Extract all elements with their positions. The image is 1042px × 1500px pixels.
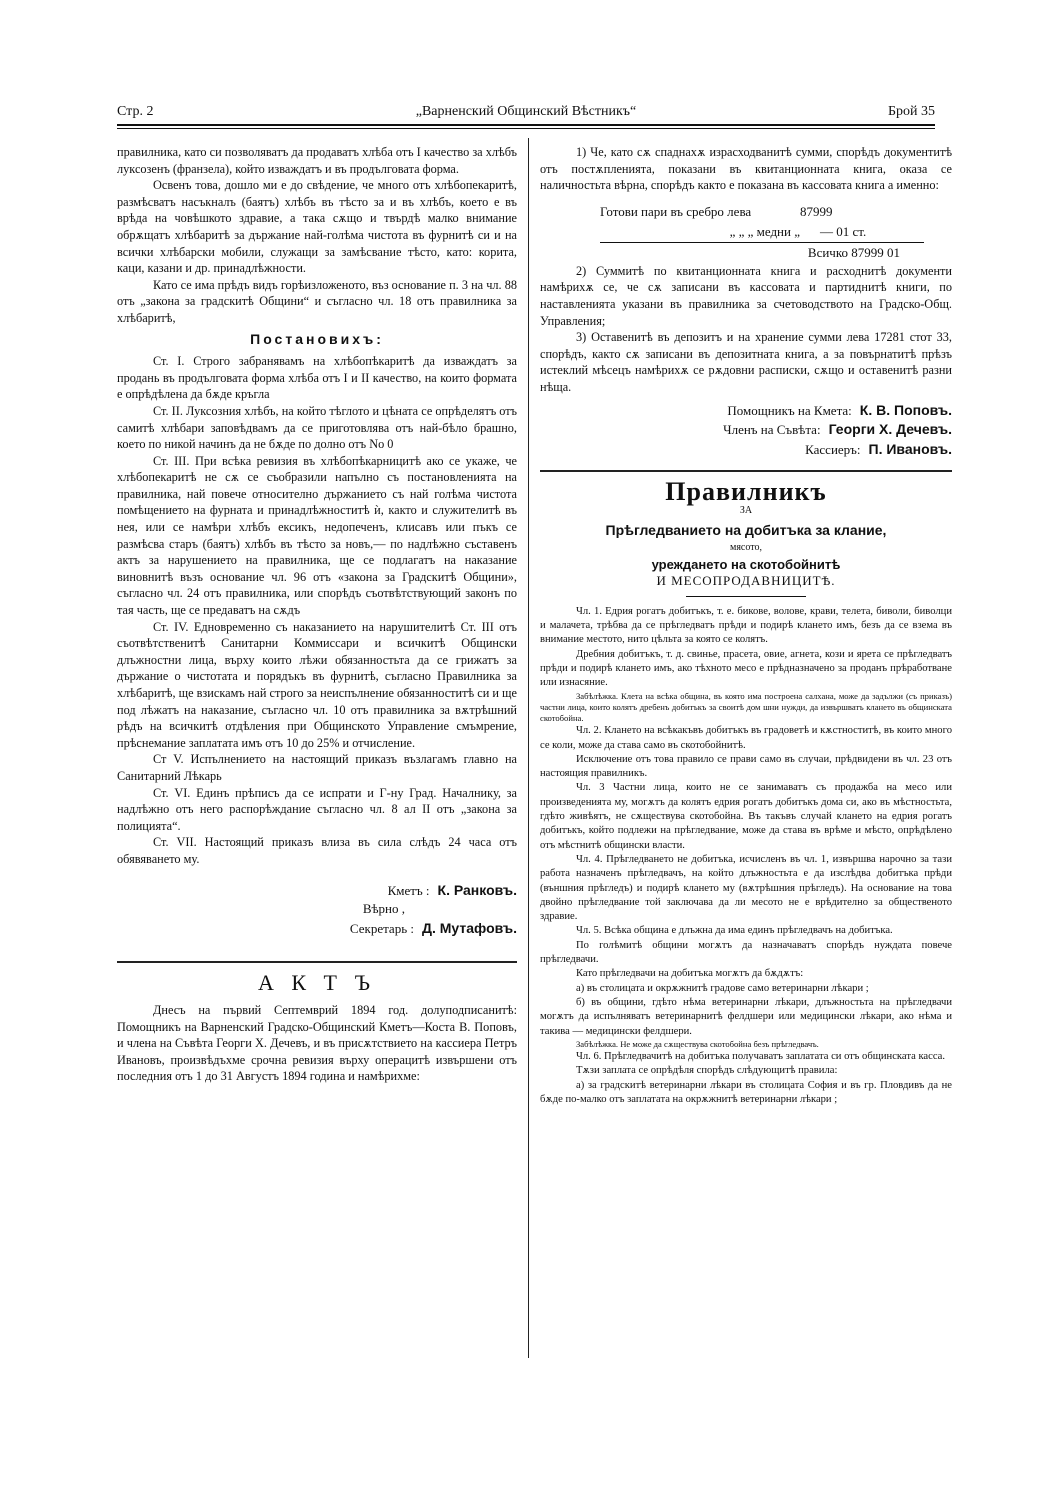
signature-label: Членъ на Съвѣта: (723, 422, 821, 438)
cash-row-silver (600, 202, 952, 222)
signature-name: К. Ранковъ. (437, 881, 517, 898)
article-5: Ст V. Испълнението на настоящий приказъ възлагамъ главно на Санитарний Лѣкарь (117, 752, 517, 783)
signature-label: Помощникъ на Кмета: (727, 402, 852, 418)
article-2: Ст. II. Луксозния хлѣбъ, на който тѣглото и цѣната се опрѣделятъ отъ самитѣ хлѣбари заповѣдвамъ да се приготовлява отъ най-бѣло брашно, което по никой начинъ да не бѫде по долно отъ No 0 (117, 403, 517, 452)
paragraph: По голѣмитѣ общини могѫтъ да назначаватъ спорѣдъ нуждата повече прѣгледвачи. (540, 939, 952, 966)
decree-heading: Постановихъ: (250, 330, 384, 347)
paragraph: правилника, като си позволяватъ да продаватъ хлѣба отъ I качество за хлѣбъ луксозенъ (франзела), който изваждатъ и въ продълговата форма. (117, 145, 517, 176)
regulation-meat: мясото, (730, 542, 762, 554)
signature-block (117, 882, 517, 938)
verified-line (117, 901, 517, 918)
regulation-subtitle-3: И МЕСОПРОДАВНИЦИТѢ. (656, 573, 836, 589)
cash-label: Готови пари въ сребро лева (600, 203, 752, 219)
list-item: а) въ столицата и окрѫжнитѣ градове само ветеринарни лѣкари ; (576, 982, 869, 994)
mayor-signature (117, 882, 517, 900)
cashier-signature (540, 441, 952, 459)
article-4: Чл. 4. Прѣгледването не добитъка, исчисленъ въ чл. 1, извършва нарочно за тази работа назначенъ прѣгледвачъ, на който длъжностьта е да изслѣдва добитъка прѣди (външния прѣгледъ) и подирѣ клането му (вѫтрѣшния прѣгледъ). На основание на това двойно прѣгледвание той заключава да ли месото не е врѣдително за общественото здравие. (540, 853, 952, 923)
cash-row-copper (600, 222, 952, 242)
article-4: Ст. IV. Едновременно съ наказанието на нарушителитѣ Ст. III отъ съотвѣтственитѣ Санитарни Коммиссари и всичкитѣ Общински длъжностни лица, върху които лѣжи обязанностьта да се грижатъ за държание о чистотата и порядъкъ въ фурнитѣ, съгласно Правилника за хлѣбаритѣ, ще взискамъ най строго за неиспълнение обязанноститѣ си и ще под лѣжатъ на наказание, съгласно чл. 10 отъ правилника за вѫтрѣшний рѣдъ на всичкитѣ отдѣления при Общинското Управление смъмрение, прѣснемание заплатата имъ отъ 10 до 25% и отчисление. (117, 619, 517, 750)
right-column (540, 144, 952, 1107)
paragraph: Исключение отъ това правило се прави само въ случаи, прѣдвидени въ чл. 23 отъ настоящия правилникъ. (540, 753, 952, 780)
note: Забѣлѣжка. Клета на всѣка община, въ която има построена салхана, може да задължи (съ приказъ) частни лица, които колятъ дребенъ добитъкъ за своитѣ дом шни нужди, да извършватъ клането въ общинската скотобойна. (540, 690, 952, 724)
act-finding-2: 2) Суммитѣ по квитанционната книга и расходнитѣ документи намѣрихѫ се, че сѫ записани въ кассовата и партиднитѣ книги, по наставленията указани въ правилника за счетоводството на Градско-Общ. Управления; (540, 263, 952, 328)
signature-label: Вѣрно , (362, 901, 405, 917)
section-separator (117, 961, 517, 963)
cash-label: „ „ „ медни „ (729, 223, 800, 239)
article-3: Чл. 3 Частни лица, които не се занимаватъ съ продажба на месо или произведенията му, могѫтъ да колятъ едрия рогатъ добитъкъ дома си, ако въ мѣстностьта, гдѣто живѣятъ, не сѫществува скотобойна. Въ такъвъ случай клането на едрия рогатъ добитъкъ, който подлежи на прѣгледвание, може да става въ врѣме и мѣсто, опрѣдѣлено отъ мѣстнитѣ общински власти. (540, 782, 952, 851)
article-1: Чл. 1. Едрия рогатъ добитъкъ, т. е. бикове, волове, крави, телета, биволи, биволци и малачета, трѣбва да се прѣгледватъ прѣди и подирѣ клането имъ, безъ да се взема въ внимание местото, нито цѣльта за която се колятъ. (540, 605, 952, 646)
regulation-body (540, 605, 952, 1107)
article-2: Чл. 2. Клането на всѣкакъвъ добитъкъ въ градоветѣ и кѫстноститѣ, въ които много се коли, може да става само въ скотобойнитѣ. (540, 725, 952, 751)
regulation-za: ЗА (739, 504, 753, 516)
list-item: б) въ общини, гдѣто нѣма ветеринарни лѣкари, длъжностьта на прѣгледвачи могѫтъ да испълняватъ ветеринарнитѣ фелдшери или медицински лѣкари, ако нѣма и такива — медицински фелдшери. (540, 996, 952, 1037)
header-rule-thin (117, 128, 935, 129)
issue-number: Брой 35 (887, 104, 935, 119)
left-column (117, 144, 517, 1085)
deputy-mayor-signature (540, 402, 952, 420)
article-6: Чл. 6. Прѣгледвачитѣ на добитъка получаватъ заплатата си отъ общинската касса. (576, 1051, 946, 1062)
council-member-signature (540, 421, 952, 439)
act-finding-3: 3) Оставенитѣ въ депозитъ и на хранение сумми лева 17281 стот 33, спорѣдъ, както сѫ записани въ депозитната книга, а за повърнатитѣ прѣзъ истеклий мѣсецъ намѣрихѫ се рѫдовни расписки, сѫщо и оставенитѣ разни нѣща. (540, 330, 952, 394)
title-rule (686, 596, 806, 597)
header-rule (117, 124, 935, 126)
cash-summary (600, 202, 952, 263)
column-divider (528, 138, 529, 1358)
paragraph: Като прѣгледвачи на добитъка могѫтъ да бѫдѫтъ: (576, 968, 804, 980)
page-number: Стр. 2 (117, 104, 154, 119)
list-item: а) за градскитѣ ветеринарни лѣкари въ столицата София и въ гр. Пловдивъ да не бѫде по-малко отъ заплатата на окрѫжнитѣ ветеринарни лѣкари ; (540, 1079, 952, 1105)
signature-name: Георги Х. Дечевъ. (828, 421, 952, 438)
paragraph: Освенъ това, дошло ми е до свѣдение, че много отъ хлѣбопекаритѣ, размѣсватъ насъкналъ (баятъ) хлѣбъ въ тѣсто за и въ хлѣбъ, което е въ врѣда на човѣшкото здравие, а така сѫщо и твърдѣ малко внимание обрѫщатъ хлѣбаритѣ за държание най-голѣма чистота въ фурнитѣ си и на всички хлѣбарски мобили, служащи за замѣсвание тѣсто, като: корита, каци, казани и др. принадлѣжности. (117, 178, 517, 276)
newspaper-title: „Варненский Общинский Вѣстникъ“ (415, 104, 637, 119)
signature-name: Д. Мутафовъ. (422, 919, 517, 936)
paragraph: Дребния добитъкъ, т. д. свинье, прасета, овие, агнета, кози и ярета се прѣгледватъ прѣди и подирѣ клането имъ, ако тѣхното месо е прѣдназначено за проданъ прѣработване или изнасяние. (540, 648, 952, 689)
regulation-title: Правилникъ (665, 477, 827, 507)
act-signatures (540, 402, 952, 459)
act-title: А К Т Ъ (257, 970, 377, 996)
cash-total: Всичко 87999 01 (600, 242, 924, 263)
article-3: Ст. III. При всѣка ревизия въ хлѣбопѣкарницитѣ ако се укаже, че хлѣбопекаритѣ не сѫ се съобразили напълно съ постановленията на правилника, най повече относително държанието съ най голѣма чистота помѣщението на фурната и принадлѣжноститѣ ѝ, както и служителитѣ въ нея, или се намѣри хлѣбъ ексикъ, недопеченъ, клисавъ или пъкъ се размѣсва старъ (баятъ) хлѣбъ въ тѣсто за новъ,— по надлѣжно съставенъ актъ за нарушението на правилника, ще се подлагатъ на наказание виновнитѣ възъ основание чл. 96 отъ «закона за Градскитѣ Общини», съгласно чл. 24 отъ правилника, или спорѣдъ съотвѣтствующий законъ по тая часть, ще се предаватъ на сѫдъ (117, 453, 517, 618)
cash-value: — 01 ст. (820, 223, 867, 239)
regulation-subtitle: Прѣгледванието на добитъка за клание, (605, 521, 887, 538)
paragraph: Тѫзи заплата се опрѣдѣля спорѣдъ слѣдующитѣ правила: (576, 1065, 838, 1077)
regulation-subtitle-2: уреждането на скотобойнитѣ (651, 556, 841, 572)
article-6: Ст. VI. Единъ прѣписъ да се испрати и Г-ну Град. Началнику, за надлѣжно отъ него распорѣждание съгласно чл. 8 ал II отъ „закона за полицията“. (117, 785, 517, 833)
section-separator (540, 470, 952, 472)
article-5: Чл. 5. Всѣка община е длъжна да има единъ прѣгледвачъ на добитъка. (576, 925, 893, 937)
secretary-signature (117, 920, 517, 938)
signature-label: Кассиеръ: (805, 441, 861, 457)
act-finding-1: 1) Че, като сѫ спаднахѫ израсходванитѣ сумми, спорѣдъ документитѣ отъ постѫпленията, показани въ квитанционната книга, оказа се наличностьта вѣрна, спорѣдъ както е показана въ кассовата книга а именно: (540, 145, 952, 193)
act-paragraph: Днесъ на първий Септемврий 1894 год. долуподписанитѣ: Помощникъ на Варненский Градско-Общинский Кметъ—Коста В. Поповъ, и члена на Съвѣта Георги Х. Дечевъ, и въ присѫтствието на кассиера Петръ Ивановъ, произвѣдъхме срочна ревизия върху операцитѣ извършени отъ последния отъ 1 до 31 Августъ 1894 година и намѣрихме: (117, 1002, 517, 1084)
signature-label: Секретарь : (349, 920, 414, 936)
signature-label: Кметъ : (387, 882, 430, 898)
paragraph: Като се има прѣдъ видъ горѣизложеното, въз основание п. 3 на чл. 88 отъ „закона за градскитѣ Общини“ и съгласно чл. 18 отъ правилника за хлѣбаритѣ, (117, 277, 517, 325)
article-1: Ст. I. Строго забранявамъ на хлѣбопѣкаритѣ да изваждатъ за продань въ продълговата форма хлѣба отъ I и II качество, на които формата е опрѣдѣлена да бѫде кръгла (117, 354, 517, 402)
note: Забѣлѣжка. Не може да сѫществува скотобойна безъ прѣгледвачъ. (576, 1038, 819, 1049)
signature-name: П. Ивановъ. (868, 440, 952, 457)
cash-value: 87999 (800, 203, 833, 219)
article-7: Ст. VII. Настоящий приказъ влиза въ сила слѣдъ 24 часа отъ обявяването му. (117, 835, 517, 866)
signature-name: К. В. Поповъ. (859, 401, 952, 418)
